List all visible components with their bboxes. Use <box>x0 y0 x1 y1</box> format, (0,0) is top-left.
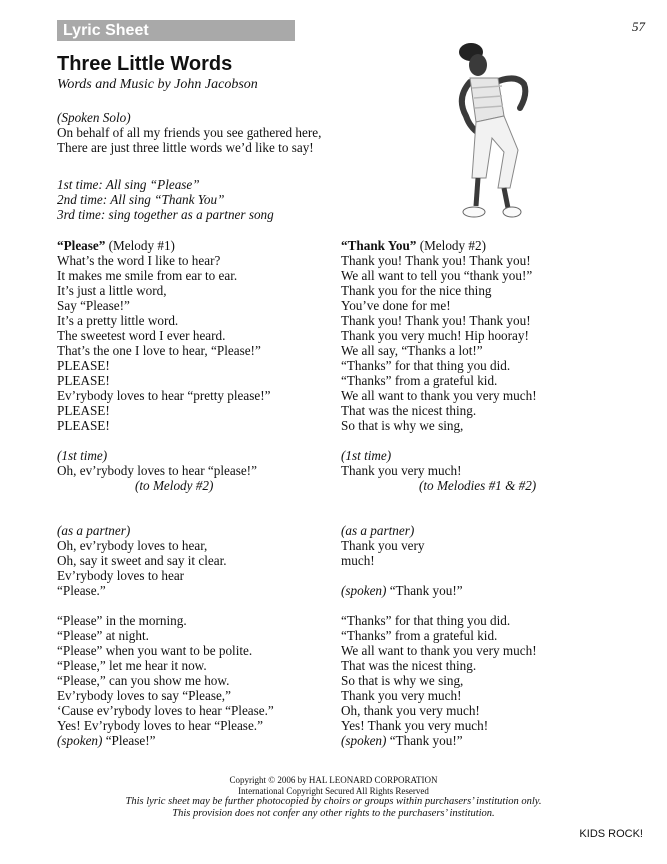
lyric-line: “Please,” let me hear it now. <box>57 658 207 673</box>
lyric-line: “Please” in the morning. <box>57 613 187 628</box>
spoken-line: (spoken) “Please!” <box>57 733 156 748</box>
lyric-line: You’ve done for me! <box>341 298 451 313</box>
lyric-line: Thank you very much! Hip hooray! <box>341 328 529 343</box>
lyric-line: “Please,” can you show me how. <box>57 673 230 688</box>
lyric-line: That was the nicest thing. <box>341 403 477 418</box>
lyric-line: “Thanks” from a grateful kid. <box>341 628 498 643</box>
lyric-line: Ev’rybody loves to hear “pretty please!” <box>57 388 271 403</box>
lyric-line: We all want to thank you very much! <box>341 643 537 658</box>
lyric-line: ‘Cause ev’rybody loves to hear “Please.” <box>57 703 274 718</box>
lyric-line: It’s a pretty little word. <box>57 313 179 328</box>
lyric-line: “Please.” <box>57 583 106 598</box>
rights-line: International Copyright Secured All Rights Reserved <box>238 786 429 796</box>
lyric-line: “Please” at night. <box>57 628 149 643</box>
please-heading: “Please” (Melody #1) <box>57 238 175 253</box>
lyric-line: Say “Please!” <box>57 298 130 313</box>
thank-you-column <box>341 238 601 748</box>
lyric-line: Thank you! Thank you! Thank you! <box>341 253 531 268</box>
lyric-line: We all want to tell you “thank you!” <box>341 268 533 283</box>
lyric-line: We all say, “Thanks a lot!” <box>341 343 483 358</box>
lyric-line: The sweetest word I ever heard. <box>57 328 226 343</box>
intro-line: On behalf of all my friends you see gathered here, <box>57 125 322 140</box>
intro-label: (Spoken Solo) <box>57 110 131 125</box>
singing-instructions <box>57 177 274 222</box>
instruction-line: 1st time: All sing “Please” <box>57 177 200 192</box>
lyric-line: PLEASE! <box>57 403 110 418</box>
lyric-line: “Thanks” from a grateful kid. <box>341 373 498 388</box>
lyric-line: Oh, thank you very much! <box>341 703 480 718</box>
partner-label: (as a partner) <box>57 523 131 538</box>
song-credit: Words and Music by John Jacobson <box>57 77 258 92</box>
lyric-line: It makes me smile from ear to ear. <box>57 268 238 283</box>
lyric-line: That was the nicest thing. <box>341 658 477 673</box>
section-banner: Lyric Sheet <box>57 20 295 41</box>
intro-line: There are just three little words we’d like to say! <box>57 140 314 155</box>
lyric-line: “Please” when you want to be polite. <box>57 643 253 658</box>
lyric-line: Oh, ev’rybody loves to hear, <box>57 538 208 553</box>
please-column <box>57 238 332 748</box>
lyric-line: What’s the word I like to hear? <box>57 253 221 268</box>
lyric-line: Oh, say it sweet and say it clear. <box>57 553 227 568</box>
page-number: 57 <box>632 19 645 34</box>
lyric-line: So that is why we sing, <box>341 418 464 433</box>
copyright-line: Copyright © 2006 by HAL LEONARD CORPORATION <box>229 775 438 785</box>
melody-direction: (to Melodies #1 & #2) <box>419 478 537 493</box>
lyric-line: Ev’rybody loves to hear <box>57 568 185 583</box>
lyric-line: much! <box>341 553 375 568</box>
melody-direction: (to Melody #2) <box>135 478 214 493</box>
lyric-line: It’s just a little word, <box>57 283 167 298</box>
lyric-line: Thank you for the nice thing <box>341 283 492 298</box>
series-brand: KIDS ROCK! <box>579 828 643 840</box>
lyric-line: Thank you very much! <box>341 463 462 478</box>
spoken-line: (spoken) “Thank you!” <box>341 583 463 598</box>
lyric-line: “Thanks” for that thing you did. <box>341 613 511 628</box>
lyric-line: Yes! Ev’rybody loves to hear “Please.” <box>57 718 263 733</box>
lyric-line: Thank you very <box>341 538 425 553</box>
photocopy-note: This lyric sheet may be further photocopied by choirs or groups within purchasers’ institution only. <box>125 796 542 807</box>
lyric-line: We all want to thank you very much! <box>341 388 537 403</box>
lyric-line: PLEASE! <box>57 418 110 433</box>
lyric-line: Yes! Thank you very much! <box>341 718 489 733</box>
spoken-intro <box>57 110 321 155</box>
lyric-line: “Thanks” for that thing you did. <box>341 358 511 373</box>
thank-you-heading: “Thank You” (Melody #2) <box>341 238 486 253</box>
instruction-line: 3rd time: sing together as a partner song <box>57 207 274 222</box>
instruction-line: 2nd time: All sing “Thank You” <box>57 192 225 207</box>
spoken-line: (spoken) “Thank you!” <box>341 733 463 748</box>
dancer-photo <box>448 38 558 226</box>
first-time-label: (1st time) <box>57 448 108 463</box>
partner-label: (as a partner) <box>341 523 415 538</box>
song-title: Three Little Words <box>57 53 233 75</box>
lyric-line: Ev’rybody loves to say “Please,” <box>57 688 231 703</box>
lyric-line: So that is why we sing, <box>341 673 464 688</box>
lyric-line: Thank you! Thank you! Thank you! <box>341 313 531 328</box>
lyric-line: Thank you very much! <box>341 688 462 703</box>
lyric-line: That’s the one I love to hear, “Please!” <box>57 343 261 358</box>
first-time-label: (1st time) <box>341 448 392 463</box>
lyric-line: PLEASE! <box>57 373 110 388</box>
lyric-line: Oh, ev’rybody loves to hear “please!” <box>57 463 257 478</box>
provision-note: This provision does not confer any other rights to the purchasers’ institution. <box>172 808 495 819</box>
lyric-line: PLEASE! <box>57 358 110 373</box>
